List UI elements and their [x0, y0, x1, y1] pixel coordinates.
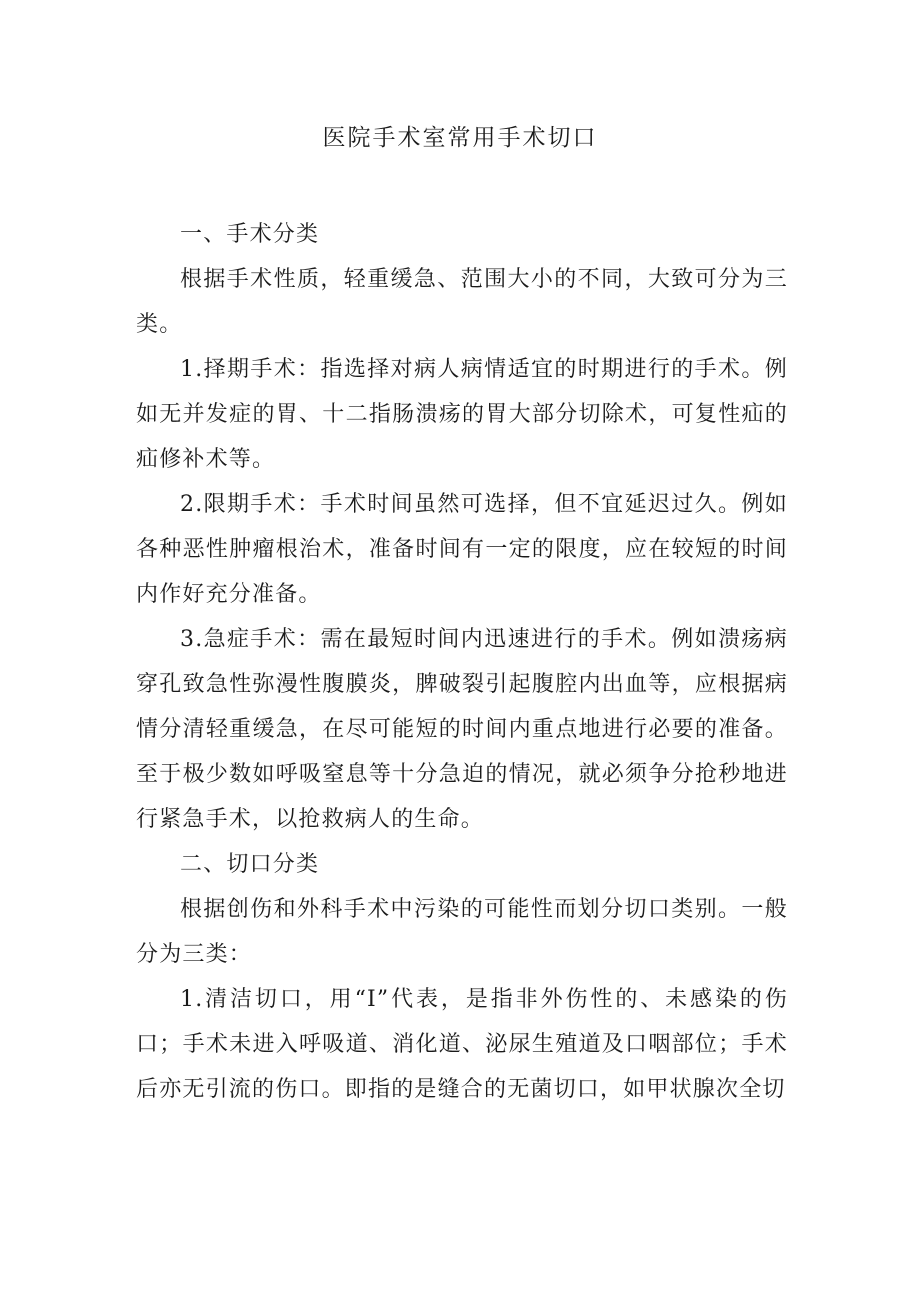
paragraph-intro: 根据手术性质，轻重缓急、范围大小的不同，大致可分为三类。: [136, 267, 788, 337]
document-title: 医院手术室常用手术切口: [322, 125, 598, 151]
paragraph-limited-surgery: 2.限期手术：手术时间虽然可选择，但不宜延迟过久。例如各种恶性肿瘤根治术，准备时间有一定的限度，应在较短的时间内作好充分准备。: [136, 492, 788, 607]
paragraph-clean-incision: 1.清洁切口，用“I”代表，是指非外伤性的、未感染的伤口；手术未进入呼吸道、消化道、泌尿生殖道及口咽部位；手术后亦无引流的伤口。即指的是缝合的无菌切口，如甲状腺次全切: [136, 987, 788, 1102]
section-heading-incision-classification: 二、切口分类: [180, 852, 320, 877]
paragraph-emergency-surgery: 3.急症手术：需在最短时间内迅速进行的手术。例如溃疡病穿孔致急性弥漫性腹膜炎，脾破裂引起腹腔内出血等，应根据病情分清轻重缓急，在尽可能短的时间内重点地进行必要的准备。至于极少数如呼吸窒息等十分急迫的情况，就必须争分抢秒地进行紧急手术，以抢救病人的生命。: [136, 627, 788, 832]
paragraph-incision-intro: 根据创伤和外科手术中污染的可能性而划分切口类别。一般分为三类：: [136, 897, 788, 967]
document-body: [136, 212, 788, 1112]
paragraph-elective-surgery: 1.择期手术：指选择对病人病情适宜的时期进行的手术。例如无并发症的胃、十二指肠溃疡的胃大部分切除术，可复性疝的疝修补术等。: [136, 357, 788, 472]
section-heading-surgery-classification: 一、手术分类: [180, 222, 320, 247]
